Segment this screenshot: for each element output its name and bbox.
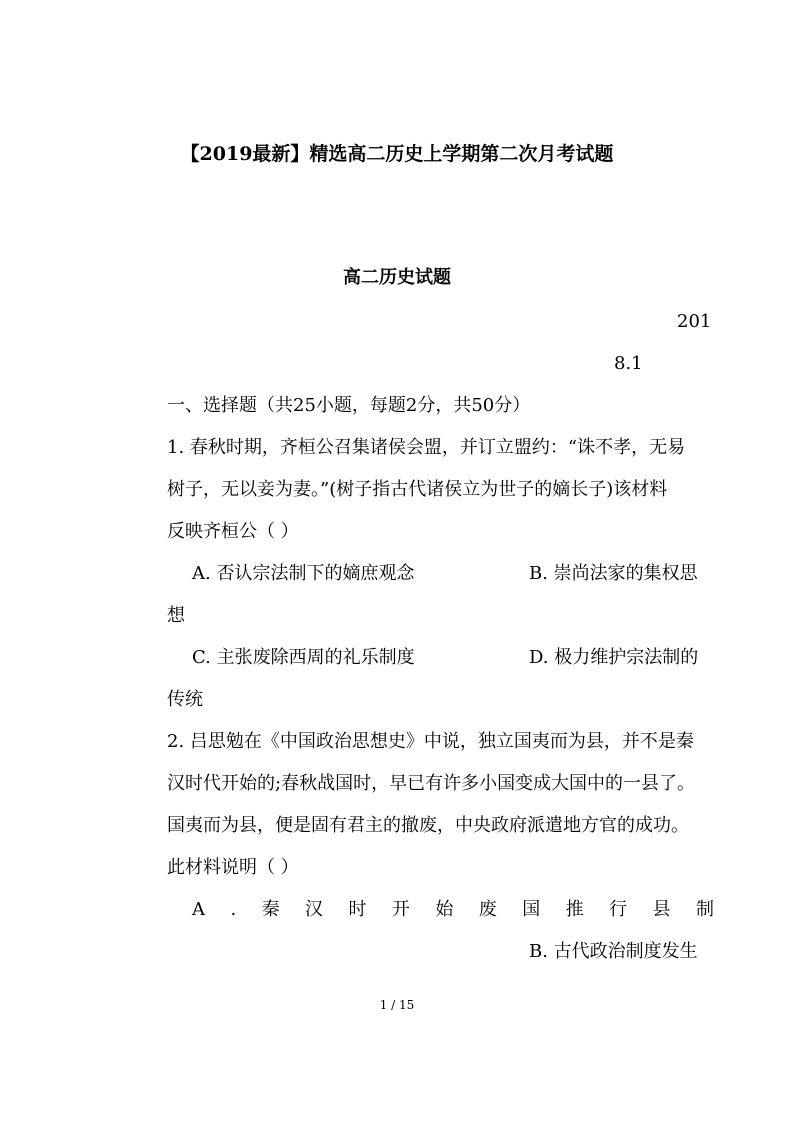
q2-stem-line-2: 汉时代开始的;春秋战国时，早已有许多小国变成大国中的一县了。 [167,773,696,794]
q1-option-b: B. 崇尚法家的集权思 [529,563,698,584]
section-heading: 一、选择题（共25小题，每题2分，共50分） [167,395,531,416]
q2-stem-line-1: 2. 吕思勉在《中国政治思想史》中说，独立国夷而为县，并不是秦 [167,731,694,752]
q1-option-d-continued: 传统 [167,689,203,710]
q2-option-a-char: 县 [652,899,671,920]
q1-option-b-continued: 想 [167,605,185,626]
document-title: 【2019最新】精选高二历史上学期第二次月考试题 [180,143,614,165]
q1-option-a: A. 否认宗法制下的嫡庶观念 [192,563,415,584]
q2-option-b: B. 古代政治制度发生 [529,941,698,962]
q2-option-a-char: 始 [435,899,454,920]
q2-option-a-char: 汉 [305,899,324,920]
q1-stem-line-1: 1. 春秋时期，齐桓公召集诸侯会盟，并订立盟约：“诛不孝，无易 [167,437,686,458]
q2-option-a-char: 开 [391,899,410,920]
q2-option-a-char: 国 [522,899,541,920]
q1-option-c: C. 主张废除西周的礼乐制度 [192,647,415,668]
q2-option-a-char: 行 [609,899,628,920]
q2-option-a-char: . [230,899,237,920]
date-line-1: 201 [677,311,712,332]
q2-stem-line-4: 此材料说明（ ） [167,857,299,878]
q2-option-a-char: 秦 [261,899,280,920]
q1-stem-line-3: 反映齐桓公（ ） [167,521,299,542]
q1-stem-line-2: 树子，无以妾为妻。”(树子指古代诸侯立为世子的嫡长子)该材料 [167,479,668,500]
q2-option-a-char: 废 [478,899,497,920]
q2-option-a-char: 推 [565,899,584,920]
date-line-2: 8.1 [614,353,643,374]
q2-option-a-char: A [192,899,205,920]
q2-option-a-char: 时 [348,899,367,920]
page-number: 1 / 15 [379,998,415,1012]
exam-subtitle: 高二历史试题 [343,267,451,288]
q2-option-a [192,898,714,922]
q2-stem-line-3: 国夷而为县，便是固有君主的撤废，中央政府派遣地方官的成功。 [167,815,689,836]
q1-option-d: D. 极力维护宗法制的 [529,647,699,668]
q2-option-a-char: 制 [695,899,714,920]
